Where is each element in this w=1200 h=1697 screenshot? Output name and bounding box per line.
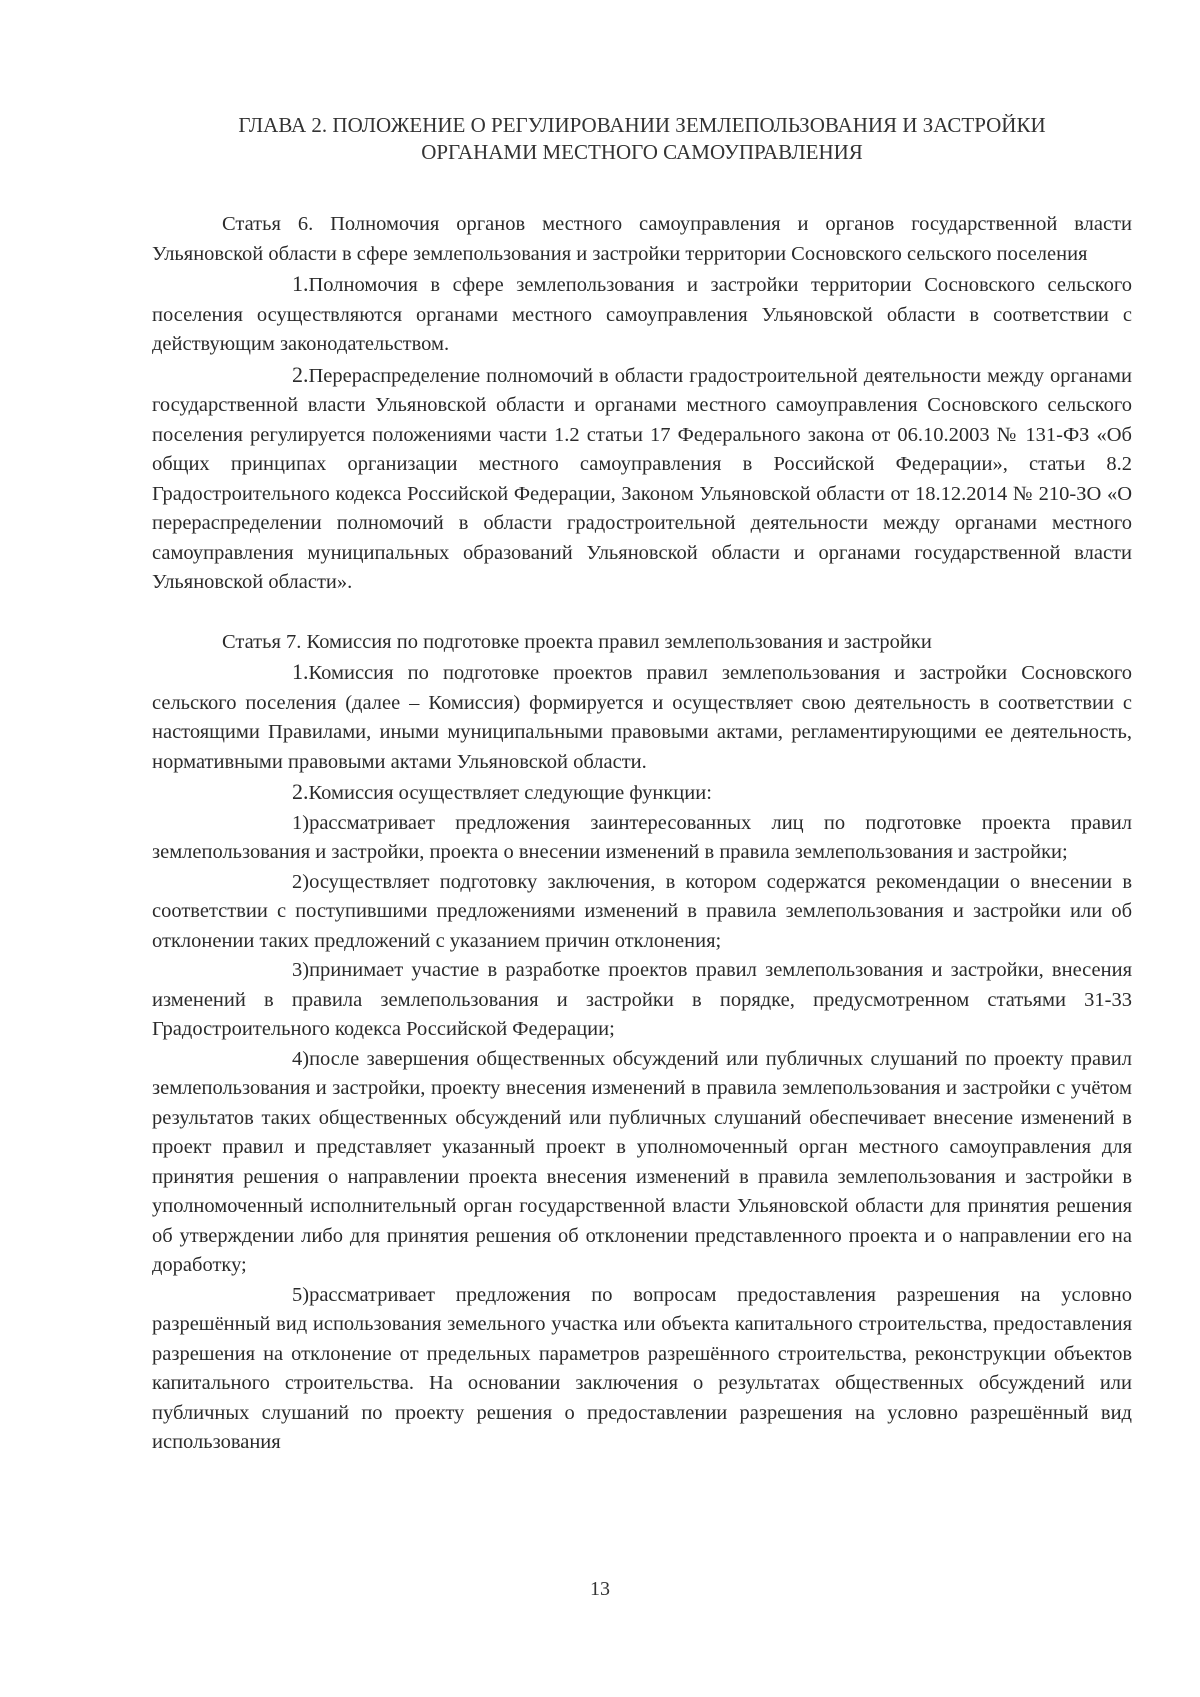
item-number: 2. <box>292 779 309 804</box>
function-number: 3) <box>292 959 310 981</box>
function-text: принимает участие в разработке проектов правил землепользования и застройки, внесения изменений в правила землепользования и застройки в порядке, предусмотренном статьями 31-33 Градостроительного кодекса Российской Федерации; <box>152 959 1132 1040</box>
function-text: рассматривает предложения по вопросам предоставления разрешения на условно разрешённый вид использования земельного участка или объекта капитального строительства, предоставления разрешения на отклонение от предельных параметров разрешённого строительства, реконструкции объектов капитального строительства. На основании заключения о результатах общественных обсуждений или публичных слушаний по проекту решения о предоставлении разрешения на условно разрешённый вид использования <box>152 1283 1132 1453</box>
function-text: осуществляет подготовку заключения, в котором содержатся рекомендации о внесении в соответствии с поступившими предложениями изменений в правила землепользования и застройки или об отклонении таких предложений с указанием причин отклонения; <box>152 870 1132 952</box>
item-number: 1. <box>292 659 309 684</box>
item-number: 2. <box>292 361 309 387</box>
chapter-title-line-1: ГЛАВА 2. ПОЛОЖЕНИЕ О РЕГУЛИРОВАНИИ ЗЕМЛЕПОЛЬЗОВАНИЯ И ЗАСТРОЙКИ <box>238 113 1046 137</box>
function-text: рассматривает предложения заинтересованных лиц по подготовке проекта правил землепользования и застройки, проекта о внесении изменений в правила землепользования и застройки; <box>152 811 1132 863</box>
article-7-title: Статья 7. Комиссия по подготовке проекта правил землепользования и застройки <box>222 630 932 653</box>
item-number: 1. <box>292 271 309 296</box>
function-number: 4) <box>292 1047 310 1070</box>
function-1 <box>152 809 1132 868</box>
document-page <box>152 112 1132 1458</box>
article-6-item-2 <box>152 360 1132 598</box>
item-text: Полномочия в сфере землепользования и застройки территории Сосновского сельского поселения осуществляются органами местного самоуправления Ульяновской области в соответствии с действующим законодательством. <box>152 274 1132 355</box>
article-6-title: Статья 6. Полномочия органов местного самоуправления и органов государственной власти Ульяновской области в сфере землепользования и застройки территории Сосновского сельского поселения <box>152 213 1132 265</box>
function-4 <box>152 1045 1132 1281</box>
article-6-item-1 <box>152 269 1132 360</box>
spacer <box>152 598 1132 628</box>
function-number: 5) <box>292 1283 310 1306</box>
function-number: 1) <box>292 811 310 834</box>
page-number: 13 <box>590 1578 610 1600</box>
item-text: Перераспределение полномочий в области градостроительной деятельности между органами государственной власти Ульяновской области и органами местного самоуправления Сосновского сельского поселения регулируется положениями части 1.2 статьи 17 Федерального закона от 06.10.2003 № 131-ФЗ «Об общих принципах организации местного самоуправления в Российской Федерации», статьи 8.2 Градостроительного кодекса Российской Федерации, Законом Ульяновской области от 18.12.2014 № 210-ЗО «О перераспределении полномочий в области градостроительной деятельности между органами местного самоуправления муниципальных образований Ульяновской области и органами государственной власти Ульяновской области». <box>152 364 1132 593</box>
item-text: Комиссия по подготовке проектов правил землепользования и застройки Сосновского сельского поселения (далее – Комиссия) формируется и осуществляет свою деятельность в соответствии с настоящими Правилами, иными муниципальными правовыми актами, регламентирующими ее деятельность, нормативными правовыми актами Ульяновской области. <box>152 662 1132 773</box>
function-number: 2) <box>292 870 310 893</box>
article-7-item-2 <box>152 777 1132 809</box>
function-2 <box>152 868 1132 957</box>
article-7-item-1 <box>152 657 1132 777</box>
chapter-title <box>152 112 1132 166</box>
item-text: Комиссия осуществляет следующие функции: <box>308 782 712 804</box>
function-text: после завершения общественных обсуждений или публичных слушаний по проекту правил землепользования и застройки, проекту внесения изменений в правила землепользования и застройки с учётом результатов таких общественных обсуждений или публичных слушаний обеспечивает внесение изменений в проект правил и представляет указанный проект в уполномоченный орган местного самоуправления для принятия решения о направлении проекта внесения изменений в правила землепользования и застройки в уполномоченный исполнительный орган государственной власти Ульяновской области для принятия решения об утверждении либо для принятия решения об отклонении представленного проекта и о направлении его на доработку; <box>152 1047 1132 1276</box>
function-5 <box>152 1281 1132 1458</box>
function-3 <box>152 956 1132 1045</box>
chapter-title-line-2: ОРГАНАМИ МЕСТНОГО САМОУПРАВЛЕНИЯ <box>421 140 863 164</box>
